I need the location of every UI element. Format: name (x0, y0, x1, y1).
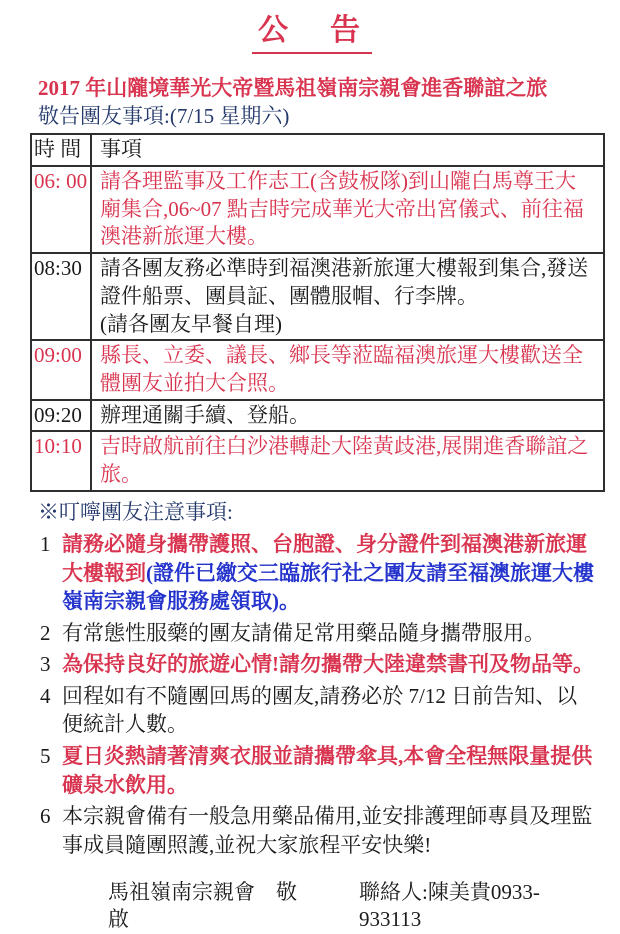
time-column-header: 時 間 (31, 134, 91, 166)
title-container (30, 14, 594, 54)
note-text (62, 619, 594, 648)
schedule-row-0600 (31, 166, 604, 253)
schedule-row-0900 (31, 340, 604, 399)
notes-list (30, 530, 594, 859)
notes-heading: ※叮嚀團友注意事項: (38, 499, 233, 524)
schedule-time: 10:10 (31, 431, 91, 490)
note-text (62, 742, 594, 799)
note-item-5 (40, 742, 594, 799)
note-text (62, 650, 594, 679)
schedule-description (91, 400, 604, 432)
note-segment: 有常態性服藥的團友請備足常用藥品隨身攜帶服用。 (62, 620, 545, 645)
note-segment: 請務必隨身攜帶護照、台胞證、身分證件到福澳港新旅運大樓報到 (62, 532, 587, 585)
signature-text: 馬祖嶺南宗親會 敬啟 (108, 880, 297, 932)
note-number: 4 (40, 683, 51, 708)
note-text (62, 530, 594, 616)
schedule-description (91, 340, 604, 399)
trip-heading: 2017 年山隴境華光大帝暨馬祖嶺南宗親會進香聯誼之旅 (38, 75, 548, 100)
schedule-header-row (31, 134, 604, 166)
schedule-time: 06: 00 (31, 166, 91, 253)
schedule-description (91, 253, 604, 340)
contact-info: 聯絡人:陳美貴0933-933113 (359, 880, 540, 932)
schedule-description-line: 縣長、立委、議長、鄉長等蒞臨福澳旅運大樓歡送全體團友並拍大合照。 (100, 343, 583, 395)
schedule-description-line: 吉時啟航前往白沙港轉赴大陸黃歧港,展開進香聯誼之旅。 (100, 434, 589, 487)
note-item-1 (40, 530, 594, 616)
schedule-row-0830 (31, 253, 604, 340)
note-number: 2 (40, 620, 51, 645)
schedule-description-line: 請各團友務必準時到福澳港新旅運大樓報到集合,發送證件船票、團員証、團體服帽、行李牌。 (100, 256, 589, 308)
schedule-row-1010 (31, 431, 604, 490)
schedule-description (91, 166, 604, 253)
item-column-header: 事項 (91, 134, 604, 166)
note-text (62, 682, 594, 739)
notice-subheading: 敬告團友事項:(7/15 星期六) (38, 103, 290, 128)
note-segment: 為保持良好的旅遊心情!請勿攜帶大陸違禁書刊及物品等。 (62, 652, 594, 677)
schedule-description (91, 431, 604, 490)
note-segment: 夏日炎熱請著清爽衣服並請攜帶傘具,本會全程無限量提供礦泉水飲用。 (62, 743, 593, 797)
document-footer (30, 879, 594, 934)
note-text (62, 802, 594, 859)
schedule-table (30, 133, 605, 492)
note-number: 3 (40, 652, 51, 677)
note-item-2 (40, 619, 594, 648)
schedule-time: 08:30 (31, 253, 91, 340)
note-item-6 (40, 802, 594, 859)
schedule-description-line: 辦理通關手續、登船。 (100, 402, 310, 427)
note-item-4 (40, 682, 594, 739)
schedule-time: 09:00 (31, 340, 91, 399)
note-segment: 本宗親會備有一般急用藥品備用,並安排護理師專員及理監事成員隨團照護,並祝大家旅程平安快樂! (62, 804, 593, 857)
schedule-description-line: (請各團友早餐自理) (100, 311, 282, 336)
note-segment: 回程如有不隨團回馬的團友,請務必於 7/12 日前告知、以便統計人數。 (62, 683, 578, 737)
note-number: 6 (40, 804, 51, 829)
schedule-row-0920 (31, 400, 604, 432)
note-segment: (證件已繳交三臨旅行社之團友請至福澳旅運大樓嶺南宗親會服務處領取)。 (62, 560, 594, 614)
document-title: 公 告 (252, 14, 372, 54)
note-number: 5 (40, 743, 51, 768)
note-number: 1 (40, 532, 51, 557)
schedule-description-line: 請各理監事及工作志工(含鼓板隊)到山隴白馬尊王大廟集合,06~07 點吉時完成華光大帝出宮儀式、前往福澳港新旅運大樓。 (100, 168, 584, 249)
note-item-3 (40, 650, 594, 679)
schedule-time: 09:20 (31, 400, 91, 432)
